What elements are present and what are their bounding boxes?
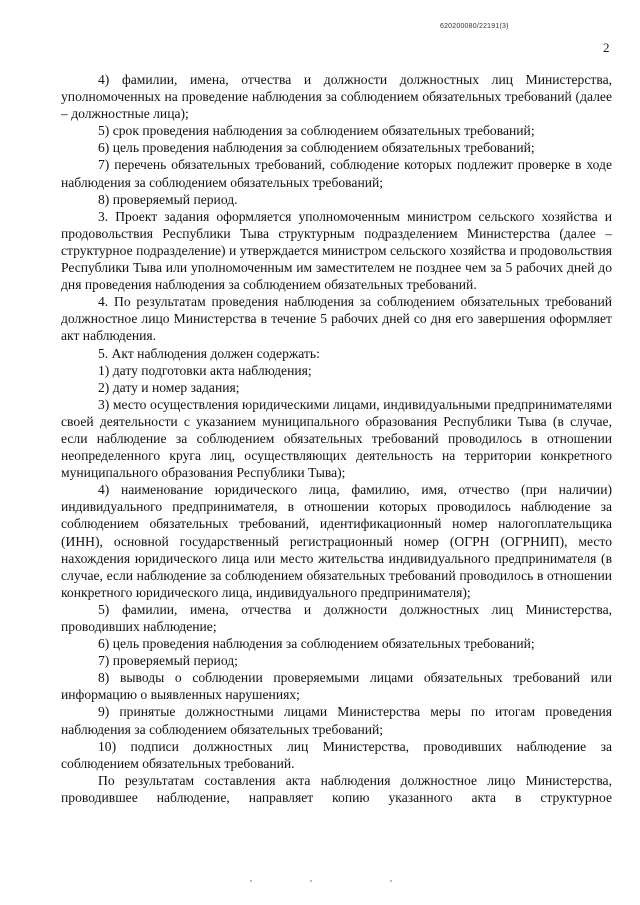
paragraph: 5) фамилии, имена, отчества и должности должностных лиц Министерства, проводивших наблюдение;	[61, 601, 612, 634]
paragraph: 3) место осуществления юридическими лицами, индивидуальными предпринимателями своей деятельности с указанием муниципального образования Республики Тыва (в случае, если наблюдение за соблюдением обязательных требований проводилось в отношении неопределенного круга лиц, осуществляющих деятельность на территории конкретного муниципального образования Республики Тыва);	[61, 396, 612, 481]
paragraph: 5. Акт наблюдения должен содержать:	[98, 345, 320, 361]
paragraph: 8) проверяемый период.	[98, 191, 238, 207]
paragraph-continued: По результатам составления акта наблюдения должностное лицо Министерства, проводившее наблюдение, направляет копию указанного акта в структурное	[61, 772, 612, 805]
document-id: 620200080/22191(3)	[440, 23, 509, 30]
paragraph: 5) срок проведения наблюдения за соблюдением обязательных требований;	[98, 123, 535, 139]
paragraph: 4) наименование юридического лица, фамилию, имя, отчество (при наличии) индивидуального предпринимателя, в отношении которых проводилось наблюдение за соблюдением обязательных требований, идентификационный номер налогоплательщика (ИНН), основной государственный регистрационный номер (ОГРН (ОГРНИП), место нахождения юридического лица или место жительства индивидуального предпринимателя (в случае, если наблюдение за соблюдением обязательных требований проводилось в отношении конкретного юридического лица, индивидуального предпринимателя);	[61, 482, 612, 600]
paragraph: 7) перечень обязательных требований, соблюдение которых подлежит проверке в ходе наблюдения за соблюдением обязательных требований;	[61, 157, 612, 190]
paragraph: 6) цель проведения наблюдения за соблюдением обязательных требований;	[98, 140, 535, 156]
paragraph: 3. Проект задания оформляется уполномоченным министром сельского хозяйства и продовольствия Республики Тыва структурным подразделением Министерства (далее – структурное подразделение) и утверждается министром сельского хозяйства и продовольствия Республики Тыва или уполномоченным им заместителем не позднее чем за 5 рабочих дней до дня проведения наблюдения за соблюдением обязательных требований.	[61, 208, 612, 293]
page-number: 2	[603, 40, 610, 55]
scan-artifacts	[60, 880, 580, 900]
document-body	[61, 71, 612, 806]
paragraph: 2) дату и номер задания;	[98, 379, 240, 395]
paragraph: 4. По результатам проведения наблюдения за соблюдением обязательных требований должностное лицо Министерства в течение 5 рабочих дней со дня его завершения оформляет акт наблюдения.	[61, 294, 612, 344]
paragraph: 7) проверяемый период;	[98, 653, 238, 669]
paragraph: 6) цель проведения наблюдения за соблюдением обязательных требований;	[98, 636, 535, 652]
paragraph: 8) выводы о соблюдении проверяемыми лицами обязательных требований или информацию о выявленных нарушениях;	[61, 670, 612, 703]
paragraph: 1) дату подготовки акта наблюдения;	[98, 362, 312, 378]
paragraph: 4) фамилии, имена, отчества и должности должностных лиц Министерства, уполномоченных на проведение наблюдения за соблюдением обязательных требований (далее – должностные лица);	[61, 72, 612, 122]
paragraph: 10) подписи должностных лиц Министерства, проводивших наблюдение за соблюдением обязательных требований.	[61, 738, 612, 771]
paragraph: 9) принятые должностными лицами Министерства меры по итогам проведения наблюдения за соблюдением обязательных требований;	[61, 704, 612, 737]
